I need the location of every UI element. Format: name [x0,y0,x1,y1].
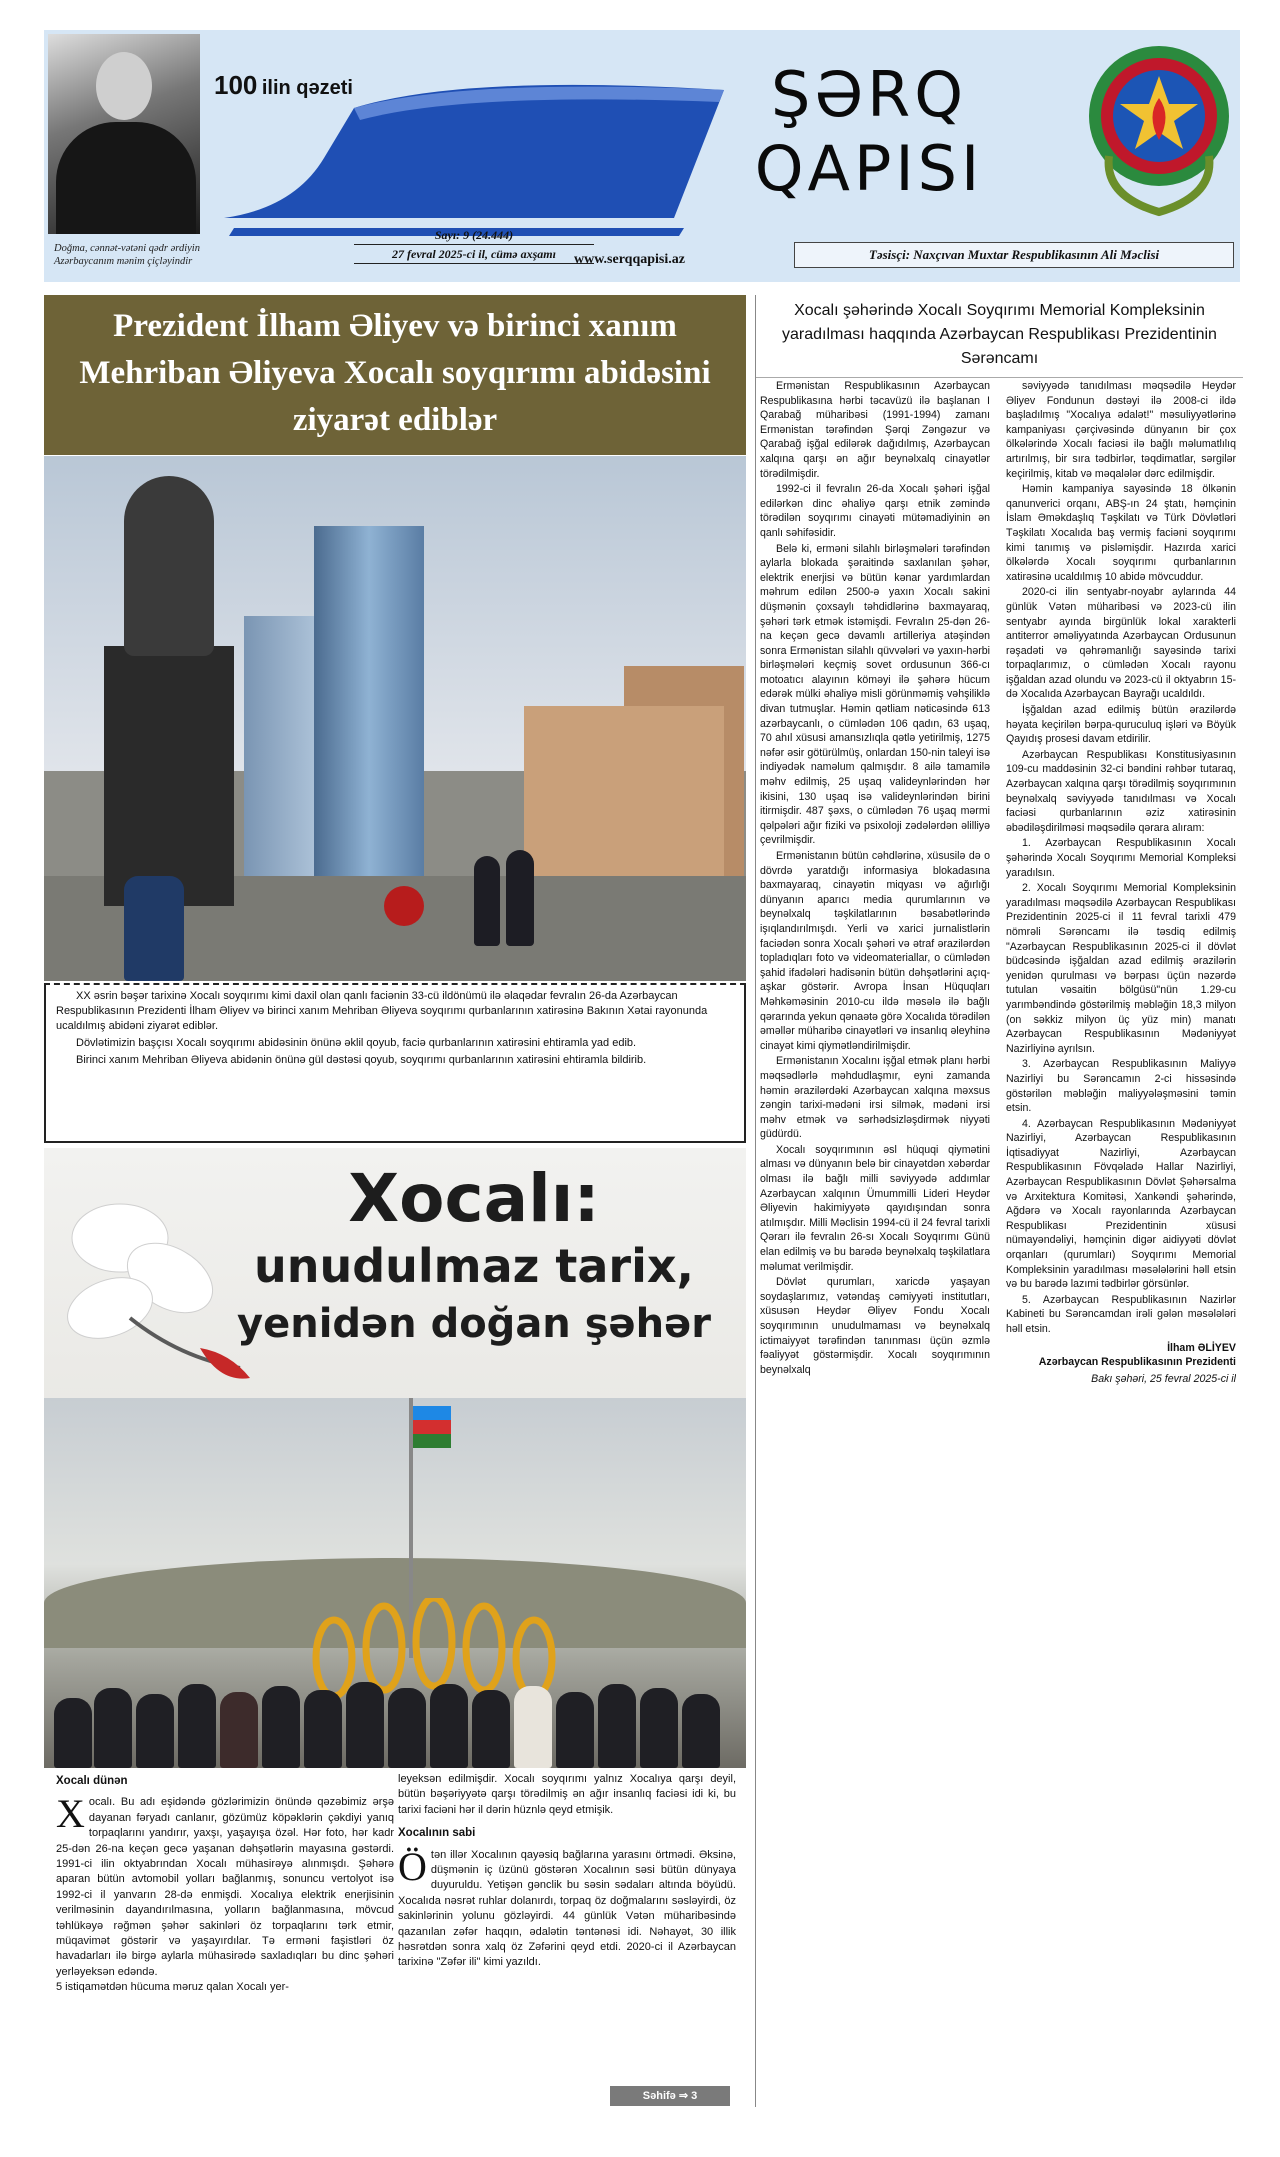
photo-building [524,706,724,886]
monument-pedestal [104,646,234,906]
decree-paragraph: 5. Azərbaycan Respublikasının Nazirlər Kabineti bu Sərəncamdan irəli gələn məsələləri həll etsin. [1006,1293,1236,1335]
story1-headline[interactable]: Prezident İlham Əliyev və birinci xanım Mehriban Əliyeva Xocalı soyqırımı abidəsini ziyarət ediblər [44,295,746,455]
decree-paragraph: Dövlət qurumları, xaricdə yaşayan soydaşlarımız, vətəndaş cəmiyyəti institutları, xüsusən Heydər Əliyev Fondu Xocalı soyqırımının unudulmaması və beynəlxalq ictimaiyyət tərəfindən tanınması üçün əzmlə fəaliyyət göstərmişdir. Xocalı soyqırımının beynəlxalq [760,1276,990,1376]
decree-paragraph: 2020-ci ilin sentyabr-noyabr aylarında 44 günlük Vətən müharibəsi və 2023-cü ilin sentyabr ayında birgünlük lokal xarakterli antiterror əməliyyatında Azərbaycan Ordusunun rəşadəti və qəhrəmanlığı sayəsində tarixi torpaqlarımız, o cümlədən Xocalı rayonu işğaldan azad olundu və 2023-cü il oktyabrın 15-də Xocalıda Azərbaycan Bayrağı ucaldıldı. [1006,586,1236,701]
xocali-feature [44,1148,746,1768]
xocali-article-body [44,1772,746,2107]
portrait-suit [56,122,196,234]
decree-paragraph: Həmin kampaniya sayəsində 18 ölkənin qanunverici orqanı, ABŞ-ın 24 ştatı, həmçinin İslam Əməkdaşlıq Təşkilatı və Türk Dövlətləri Təşkilatı Xocalıda baş vermiş faciəni soyqırımı kimi tanımış və pisləmişdir. Hazırda xarici ölkələrdə Xocalı soyqırımı qurbanlarının xatirəsinə ucaldılmış 10 abidə mövcuddur. [1006,483,1236,583]
decree-signature-title: Azərbaycan Respublikasının Prezidenti [1038,1356,1236,1369]
decree-date: Bakı şəhəri, 25 fevral 2025-ci il [1091,1372,1236,1385]
decree-body [756,379,1244,2099]
caption-paragraph: XX əsrin bəşər tarixinə Xocalı soyqırımı kimi daxil olan qanlı faciənin 33-cü ildönümü ilə əlaqədar fevralın 26-da Azərbaycan Respublikasının Prezidenti İlham Əliyev və birinci xanım Mehriban Əliyeva soyqırımı qurbanlarının xatirəsinə Bakının Xətai rayonunda ucaldılmış abidəni ziyarət ediblər. [56,990,708,1032]
continued-page-link[interactable]: Səhifə ⇒ 3 [610,2086,730,2106]
memorial-visit-photo [44,456,746,981]
article-paragraph: tən illər Xocalının qayəsiq bağlarına yarasını örtmədi. Əksinə, düşmənin iç üzünü göstərən Xocalının səsi bütün dünyaya duyuruldu. Yetişən gənclik bu səsin sədaları altında böyüdü. Xocalıda nəsrət ruhlar dolanırdı, torpaq öz doğmalarını səsləyirdi, öz sakinlərinin yolunu gözləyirdi. 44 günlük Vətən müharibəsində qazanılan zəfər haqqın, ədalətin təntənəsi idi. Nəhayət, 30 illik həsrətdən sonra xalq öz Zəfərini qeyd etdi. 2020-ci il Azərbaycan tarixinə "Zəfər ili" kimi yazıldı. [398,1848,736,1969]
decree-paragraph: 3. Azərbaycan Respublikasının Maliyyə Nazirliyi bu Sərəncamın 2-ci hissəsində göstərilən məbləğin maliyyələşməsini təmin etsin. [1006,1058,1236,1115]
photo-person [506,850,534,946]
decree-column [1006,379,1236,2099]
title-line-2: QAPISI [754,132,984,205]
decree-paragraph: səviyyədə tanıdılması məqsədilə Heydər Əliyev Fondunun dəstəyi ilə 2008-ci ildə başladılmış "Xocalıya ədalət!" məsuliyyətlərinə kampaniyası çərçivəsində dünyanın bir çox ölkələrində Xocalı faciəsi ilə bağlı məlumatlılıq artırılmış, bir sıra tədbirlər, təqdimatlar, sərgilər keçirilmiş, kitab və məqalələr dərc edilmişdir. [1006,380,1236,480]
website-link[interactable]: www.serqqapisi.az [574,252,685,267]
caption-paragraph: Dövlətimizin başçısı Xocalı soyqırımı abidəsinin önünə əklil qoyub, faciə qurbanlarının xatirəsini ehtiramla yad edib. [76,1037,637,1049]
issue-date: 27 fevral 2025-ci il, cümə axşamı [392,247,556,261]
issue-info [354,228,594,266]
article-paragraph: 5 istiqamətdən hücuma məruz qalan Xocalı yer- [56,1981,289,1994]
article-paragraph: leyeksən edilmişdir. Xocalı soyqırımı yalnız Xocalıya qarşı deyil, bütün bəşəriyyətə qarşı törədilmiş ən ağır insanlıq faciəsi idi ki, bu tarixi faciəni hər il dərin hüznlə qeyd etmişik. [398,1773,736,1816]
decree-paragraph: Ermənistanın Xocalını işğal etmək planı hərbi məqsədlərlə məhdudlaşmır, eyni zamanda həmin ərazilərdəki Azərbaycan xalqına məxsus zəngin tarixi-mədəni irsi silmək, mədəni irsi məhv etmək və sərhədsizləşdirmək niyyəti güdürdü. [760,1055,990,1141]
decree-paragraph: Ermənistan Respublikasının Azərbaycan Respublikasına hərbi təcavüzü ilə başlanan I Qarabağ müharibəsi (1991-1994) zamanı Ermənistan tərəfindən Şərqi Zəngəzur və Qarabağ işğal edilərək dağıdılmış, Azərbaycan xalqına qarşı ən ağır beynəlxalq cinayətlər törədilmişdir. [760,380,990,480]
monument-statue [124,476,214,656]
article-subhead: Xocalı dünən [56,1775,128,1787]
masthead-swoosh-graphic [204,68,764,238]
caption-paragraph: Birinci xanım Mehriban Əliyeva abidənin önünə gül dəstəsi qoyub, soyqırımı qurbanlarının xatirəsini ehtiramla bildirib. [76,1054,647,1066]
masthead-motto: Doğma, cənnət-vətəni qədr ərdiyin Azərbaycanım mənim çiçləyindir [54,243,200,267]
decree-paragraph: Ermənistanın bütün cəhdlərinə, xüsusilə də o dövrdə yaratdığı informasiya blokadasına baxmayaraq, cinayətin miqyası və ağırlığı dünyanın aparıcı media qurumlarının və beynəlxalq təşkilatlarının bəsabətlərində işıqlandırılmışdı. Yerli və xarici jurnalistlərin faciədən sonra Xocalı şəhəri və ətraf ərazilərdən topladıqları foto və videomateriallar, o cümlədən şahid ifadələri hadisənin bütün dəhşətlərini açıq-aşkar göstərir. Avropa İnsan Hüquqları Məhkəməsinin 2010-cu ildə məsələ ilə bağlı qərarında yekun qənaətə görə Xocalıda törədilən əməllər müharibə cinayətləri və insanlıq əleyhinə cinayət kimi qiymətləndirilmişdir. [760,850,990,1052]
portrait-face [96,52,152,120]
group-photo [44,1398,746,1768]
decree-title[interactable]: Xocalı şəhərində Xocalı Soyqırımı Memorial Kompleksinin yaradılması haqqında Azərbaycan Respublikası Prezidentinin Sərəncamı [756,295,1243,378]
century-number: 100 [214,70,258,100]
decree-paragraph: İşğaldan azad edilmiş bütün ərazilərdə həyata keçirilən bərpa-quruculuq işləri və Böyük Qayıdış prosesi davam etdirilir. [1006,704,1236,746]
photo-wreath [384,886,424,926]
decree-paragraph: Belə ki, erməni silahlı birləşmələri tərəfindən aylarla blokada şəraitində saxlanılan şəhər, elektrik enerjisi və bütün kənar yardımlardan məhrum edilən 2500-ə yaxın Xocalı sakini düşmənin çoxsaylı təhdidlərinə baxmayaraq, şəhəri tərk etmək istəmişdi. Fevralın 25-dən 26-na keçən gecə dəvamlı artilleriya atəşindən sonra Ermənistan silahlı qüvvələri və yaxın-hərbi birləşmələri keçmiş sovet ordusunun 366-cı motoatıcı alayının köməyi ilə şəhərə hücum edərək mülki əhaliyə misli görünməmiş vəhşiliklə divan tutmuşlar. Həmin qətliam nəticəsində 613 azərbaycanlı, o cümlədən 106 qadın, 63 uşaq, 70 ahıl xüsusi amansızlıqla qətlə yetirilmiş, 1275 nəfər əsir götürülmüş, onlardan 150-nin taleyi isə indiyədək naməlum qalmışdır. 8 ailə tamamilə məhv edilmiş, 25 uşaq valideynlərindən hər ikisini, 130 uşaq isə valideynlərindən birini itirmişdir. 487 şəxs, o cümlədən 76 uşaq mərmi qəlpələri ağır fiziki və psixoloji zədələrdən əlilliyə çevrilmişdir. [760,542,990,847]
century-text: ilin qəzeti [261,77,353,99]
photo-cameraman [124,876,184,981]
feature-title [194,1162,746,1352]
decree-paragraph: 4. Azərbaycan Respublikasının Mədəniyyət Nazirliyi, Azərbaycan Respublikasının İqtisadiyyat Nazirliyi, Azərbaycan Respublikasının Fövqəladə Hallar Nazirliyi, Azərbaycan Respublikasının Dövlət Şəhərsalma və Arxitektura Komitəsi, Xankəndi şəhərində, Ağdərə və Xocalı rayonlarında Azərbaycan Respublikası Prezidentinin xüsusi nümayəndəliyi, həmçinin digər aidiyyəti dövlət orqanları (qurumları) Soyqırımı Memorial Kompleksinin yaradılması məsələlərini həll etsin və bu barədə lazımi tədbirlər görsünlər. [1006,1117,1236,1291]
feature-title-line-3: yenidən doğan şəhər [237,1301,711,1347]
issue-number: Sayı: 9 (24.444) [434,228,514,242]
state-emblem-icon [1084,36,1234,218]
drop-cap: X [56,1791,85,1837]
feature-title-line-2: unudulmaz tarix, [253,1239,695,1293]
story1-caption [44,983,746,1143]
decree-paragraph: Xocalı soyqırımının əsl hüquqi qiymətini alması və dünyanın belə bir cinayətdən xəbərdar olması ilə bağlı milli səviyyədə addımlar Azərbaycan xalqının Ümummilli Lideri Heydər Əliyevin hakimiyyətə qayıdışından sonra atılmışdır. Milli Məclisin 1994-cü il 24 fevral tarixli Qərarı ilə fevralın 26-sı Xocalı Soyqırımı Günü elan edilmiş və bu barədə beynəlxalq təşkilatlara məlumat verilmişdir. [760,1143,990,1273]
decree-column [760,379,990,2099]
group-of-people [44,1678,746,1768]
article-subhead: Xocalının sabi [398,1827,476,1840]
decree-paragraph: 2. Xocalı Soyqırımı Memorial Kompleksinin yaradılması məqsədilə Azərbaycan Respublikası Prezidentinin 2025-ci il 11 fevral tarixli 479 nömrəli Sərəncamı ilə təsdiq edilmiş "Azərbaycan Respublikasının 2025-ci il dövlət büdcəsində işğaldan azad edilmiş ərazilərin yenidən qurulması və bərpası üçün nəzərdə tutulan vəsaitin bölgüsü"nün 1.29-cu yarımbəndində göstərilmiş məbləğin 18,3 milyon (on səkkiz milyon üç yüz min) manatı Azərbaycan Respublikasının Mədəniyyət Nazirliyinə ayrılsın. [1006,882,1236,1055]
article-paragraph: ocalı. Bu adı eşidəndə gözlərimizin önündə qəzəbimiz ərşə dayanan fəryadı canlanır, gözümüz köpəklərin çəkdiyi yanıq torpaqlarını yandırır, yaxşı, yaşayışa özəl. Hər foto, hər kadr 25-dən 26-na keçən gecə yaşanan dəhşətlərin mayasına gəstərdi. 1991-ci ilin oktyabrından Xocalı mühasirəyə alınmışdı. Şəhərə aparan bütün avtomobil yolları bağlanmış, sonuncu vertolyot isə 1992-ci il yanvarın 28-də enmişdi. Xocalıya elektrik enerjisinin verilməsinin dayandırılmasına, yolların bağlanmasına, mövcud təhlükəyə rəğmən şəhər sakinləri öz torpaqlarını tərk etmir, müqavimət göstərir və yaşayırdılar. Tə erməni faşistləri öz havadarları ilə birgə aylarla mühasirədə saxladıqları bu dinc şəhəri yerləyeksən edəndə. [56,1796,394,1978]
title-line-1: ŞƏRQ [770,58,968,131]
drop-cap: Ö [398,1843,427,1889]
decree-signature: İlham ƏLİYEV [1167,1341,1236,1354]
azerbaijan-flag-icon [413,1406,451,1448]
photo-person [474,856,500,946]
decree-paragraphs [1006,379,1236,1337]
article-column [56,1772,394,1996]
photo-glass-tower [314,526,424,886]
decree-paragraph: 1992-ci il fevralın 26-da Xocalı şəhəri işğal edilərkən dinc əhaliyə qarşı etnik zəmində törədilən soyqırımı cinayəti mütəmadiyinin ən qanlı səhifəsidir. [760,483,990,539]
founder-line: Təsisçi: Naxçıvan Muxtar Respublikasının Ali Məclisi [794,242,1234,268]
decree-article [755,295,1243,2107]
founder-portrait [48,34,200,234]
feature-title-line-1: Xocalı: [348,1160,600,1237]
article-column [398,1772,736,1971]
photo-building [244,616,324,886]
masthead [44,30,1240,282]
newspaper-title [684,58,1054,206]
decree-paragraph: 1. Azərbaycan Respublikasının Xocalı şəhərində Xocalı Soyqırımı Memorial Kompleksi yaradılsın. [1006,837,1236,879]
decree-paragraph: Azərbaycan Respublikası Konstitusiyasının 109-cu maddəsinin 32-ci bəndini rəhbər tutaraq, Azərbaycan xalqına qarşı törədilmiş soyqırımının beynəlxalq səviyyədə tanıdılması və Xocalı faciəsi qurbanlarının əziz xatirəsinin əbədiləşdirilməsi məqsədilə qərara alıram: [1006,748,1236,834]
